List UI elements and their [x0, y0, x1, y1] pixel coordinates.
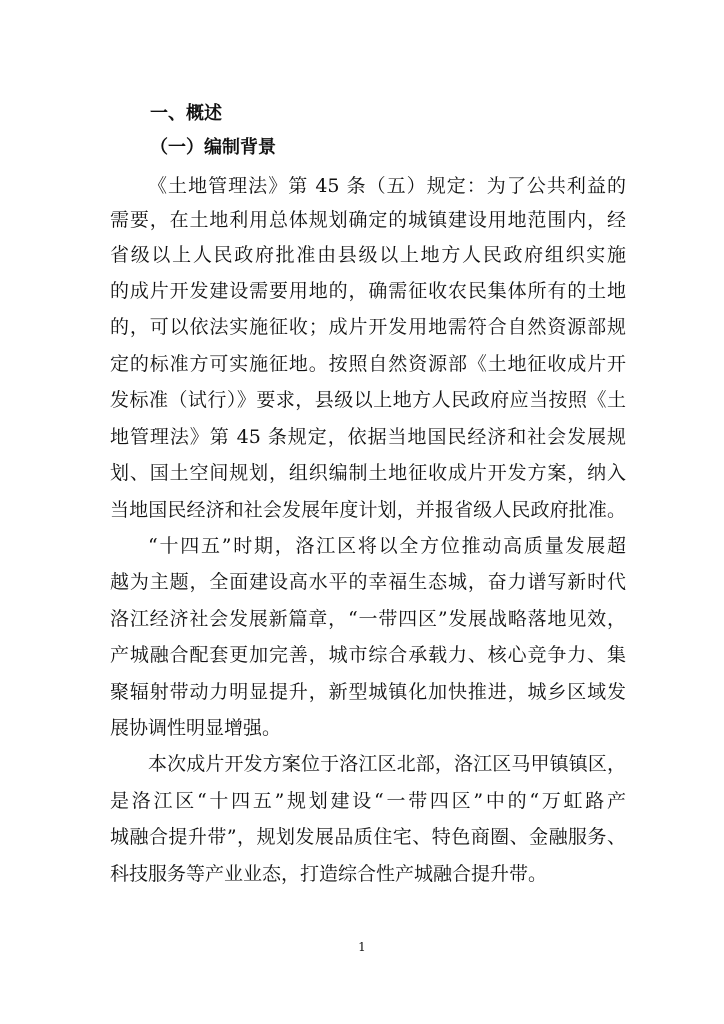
section-heading: 一、概述 [150, 103, 222, 124]
paragraph-line: 洛江经济社会发展新篇章，“一带四区”发展战略落地见效， [110, 608, 626, 630]
paragraph-line: 本次成片开发方案位于洛江区北部，洛江区马甲镇镇区， [148, 753, 626, 775]
paragraph-line: 《土地管理法》第 45 条（五）规定：为了公共利益的 [148, 175, 626, 197]
paragraph-line: 发标准（试行）》要求，县级以上地方人民政府应当按照《土 [110, 389, 626, 411]
paragraph-line: 定的标准方可实施征地。按照自然资源部《土地征收成片开 [110, 353, 626, 375]
paragraph-line: 的，可以依法实施征收；成片开发用地需符合自然资源部规 [110, 316, 626, 338]
paragraph-line: 的成片开发建设需要用地的，确需征收农民集体所有的土地 [110, 280, 626, 302]
paragraph-line: 科技服务等产业业态，打造综合性产城融合提升带。 [110, 863, 548, 885]
paragraph-line: 需要，在土地利用总体规划确定的城镇建设用地范围内，经 [110, 209, 626, 231]
paragraph-line: 城融合提升带”，规划发展品质住宅、特色商圈、金融服务、 [110, 826, 626, 848]
paragraph-line: 是洛江区“十四五”规划建设“一带四区”中的“万虹路产 [110, 790, 626, 812]
paragraph-line: 划、国土空间规划，组织编制土地征收成片开发方案，纳入 [110, 462, 626, 484]
paragraph-line: 越为主题，全面建设高水平的幸福生态城，奋力谱写新时代 [110, 571, 626, 593]
paragraph-line: 聚辐射带动力明显提升，新型城镇化加快推进，城乡区域发 [110, 681, 626, 703]
paragraph-line: 展协调性明显增强。 [110, 717, 282, 739]
paragraph-line: 地管理法》第 45 条规定，依据当地国民经济和社会发展规 [110, 426, 626, 448]
page-number: 1 [358, 940, 366, 954]
paragraph-line: 产城融合配套更加完善，城市综合承载力、核心竞争力、集 [110, 644, 626, 666]
paragraph-line: 省级以上人民政府批准由县级以上地方人民政府组织实施 [110, 244, 626, 266]
paragraph-line: “十四五”时期，洛江区将以全方位推动高质量发展超 [148, 535, 626, 557]
subsection-heading: （一）编制背景 [150, 137, 276, 158]
paragraph-line: 当地国民经济和社会发展年度计划，并报省级人民政府批准。 [110, 499, 626, 521]
